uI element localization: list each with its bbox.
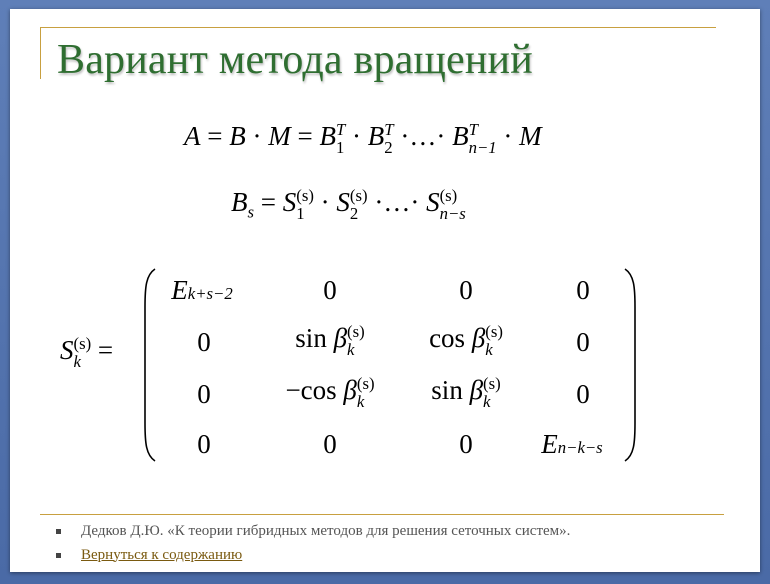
matrix-cell: 0: [576, 327, 590, 357]
matrix-lhs: S (s) k =: [60, 334, 114, 371]
matrix-cell: 0: [197, 429, 211, 459]
formula-bs: $B_s = S$ (s) 1 · S (s) 2 ·…· S (s) n−s: [231, 186, 466, 223]
title-rule: [40, 27, 716, 28]
formula-decomposition: A = B · M = B T 1 · B T 2 ·…· B T n−1 · M: [184, 120, 542, 157]
bullet-icon: [56, 529, 61, 534]
matrix-cell: 0: [576, 275, 590, 305]
matrix-cell: 0: [323, 429, 337, 459]
matrix-cell: 0: [459, 275, 473, 305]
slide-title: Вариант метода вращений: [57, 37, 533, 83]
matrix-cell-cos-beta: cos β (s) k: [429, 322, 503, 359]
footer: [56, 519, 570, 567]
reference-text: Дедков Д.Ю. «К теории гибридных методов для решения сеточных систем».: [81, 522, 571, 539]
matrix-left-bracket: [142, 267, 156, 463]
matrix-cell: 0: [459, 429, 473, 459]
slide: [10, 9, 760, 572]
footer-reference-item: [56, 519, 570, 543]
matrix-cell: 0: [197, 379, 211, 409]
matrix-cell: 0: [323, 275, 337, 305]
matrix-right-bracket: [624, 267, 638, 463]
back-to-contents-link[interactable]: Вернуться к содержанию: [81, 546, 243, 563]
matrix-cell-e-top: Ek+s−2: [171, 275, 233, 305]
title-rule-left: [40, 27, 41, 79]
matrix-cell-sin-beta: sin β (s) k: [295, 322, 365, 359]
rotation-matrix: [142, 267, 638, 463]
matrix-cell: 0: [197, 327, 211, 357]
matrix-cell-sin-beta: sin β (s) k: [431, 374, 501, 411]
bullet-icon: [56, 553, 61, 558]
matrix-cell-minus-cos-beta: −cos β (s) k: [285, 374, 375, 411]
footer-rule: [40, 514, 724, 515]
matrix-cell: 0: [576, 379, 590, 409]
footer-link-item[interactable]: [56, 543, 570, 567]
matrix-cell-e-bottom: En−k−s: [541, 429, 603, 459]
